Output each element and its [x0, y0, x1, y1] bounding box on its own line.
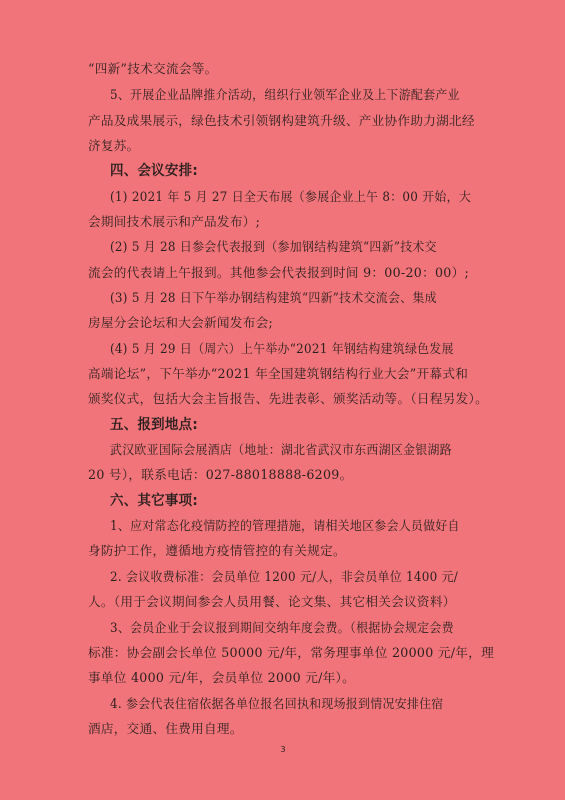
text-line: “四新”技术交流会等。 — [88, 61, 218, 76]
text-line: 房屋分会论坛和大会新闻发布会; — [88, 315, 274, 330]
text-line: 济复苏。 — [88, 138, 140, 153]
text-line: 标准：协会副会长单位 50000 元/年，常务理事单位 20000 元/年，理 — [88, 645, 494, 660]
text-line: (1) 2021 年 5 月 27 日全天布展（参展企业上午 8：00 开始，大 — [110, 189, 472, 204]
text-line: 3、会员企业于会议报到期间交纳年度会费。（根据协会规定会费 — [110, 620, 454, 635]
text-line: 人。（用于会议期间参会人员用餐、论文集、其它相关会议资料） — [88, 594, 456, 609]
text-line: 产品及成果展示，绿色技术引领钢构建筑升级、产业协作助力湖北经 — [88, 113, 475, 128]
text-line: 流会的代表请上午报到。其他参会代表报到时间 9：00-20：00）; — [88, 265, 470, 280]
section-heading: 四、会议安排: — [110, 163, 198, 179]
text-line: (4) 5 月 29 日（周六）上午举办“2021 年钢结构建筑绿色发展 — [110, 341, 454, 356]
text-line: 武汉欧亚国际会展酒店（地址：湖北省武汉市东西湖区金银湖路 — [110, 442, 452, 457]
text-line: 4. 参会代表住宿依据各单位报名回执和现场报到情况安排住宿 — [110, 696, 444, 711]
page-number: 3 — [280, 745, 286, 754]
section-heading: 六、其它事项: — [110, 493, 198, 509]
text-line: (2) 5 月 28 日参会代表报到（参加钢结构建筑“四新”技术交 — [110, 239, 437, 254]
text-line: (3) 5 月 28 日下午举办钢结构建筑“四新”技术交流会、集成 — [110, 290, 437, 305]
text-line: 5、开展企业品牌推介活动，组织行业领军企业及上下游配套产业 — [110, 87, 460, 102]
text-line: 酒店，交通、住费用自理。 — [88, 721, 243, 736]
text-line: 事单位 4000 元/年，会员单位 2000 元/年）。 — [88, 670, 356, 685]
text-line: 高端论坛”，下午举办“2021 年全国建筑钢结构行业大会”开幕式和 — [88, 366, 469, 381]
text-line: 颁奖仪式，包括大会主旨报告、先进表彰、颁奖活动等。（日程另发）。 — [88, 391, 488, 406]
section-heading: 五、报到地点: — [110, 417, 198, 433]
text-line: 2. 会议收费标准：会员单位 1200 元/人，非会员单位 1400 元/ — [110, 569, 459, 584]
text-line: 20 号），联系电话：027-88018888-6209。 — [88, 467, 353, 482]
text-line: 身防护工作，遵循地方疫情管控的有关规定。 — [88, 543, 346, 558]
text-line: 1、应对常态化疫情防控的管理措施，请相关地区参会人员做好自 — [110, 518, 460, 533]
text-line: 会期间技术展示和产品发布）; — [88, 214, 261, 229]
